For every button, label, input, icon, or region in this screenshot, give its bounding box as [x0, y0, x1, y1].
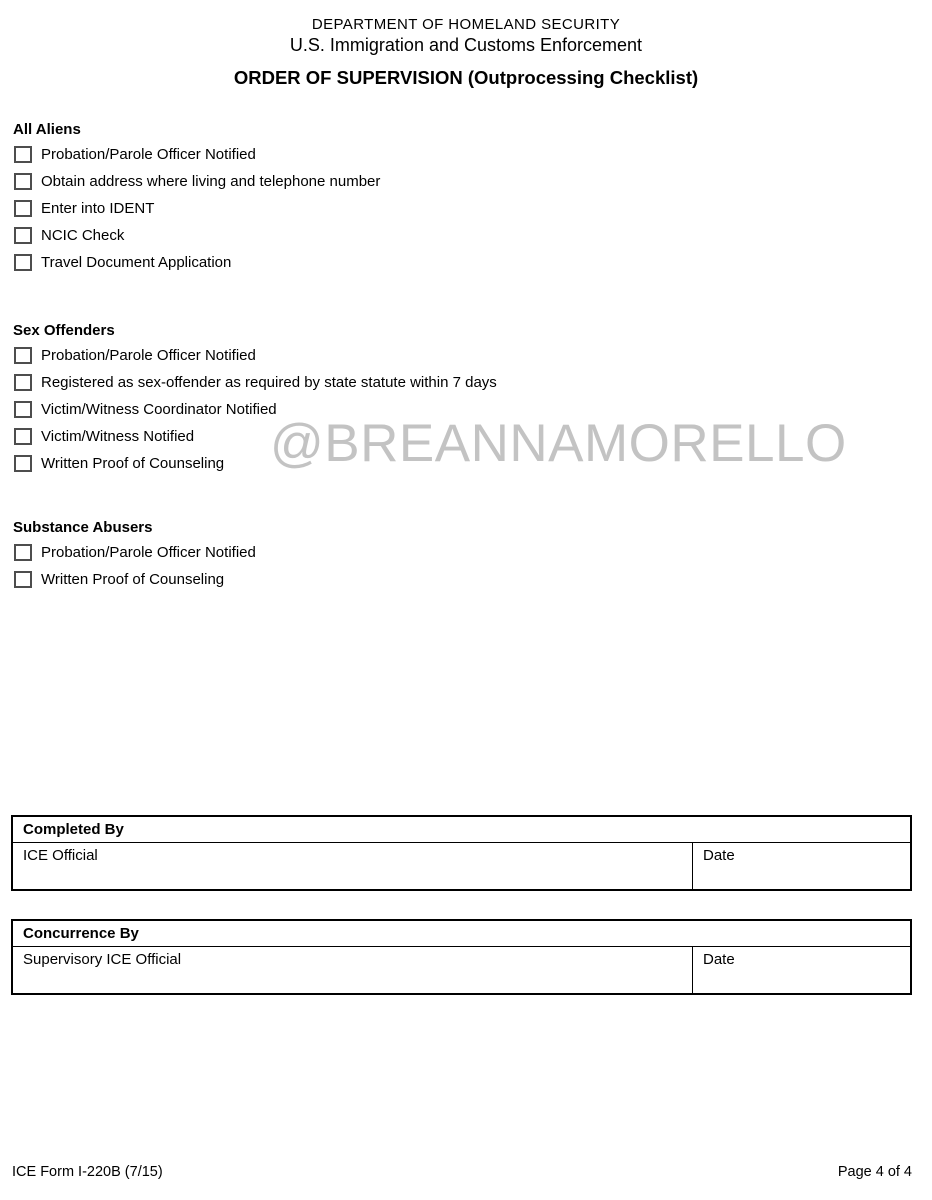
concurrence-date-label: Date — [703, 951, 735, 968]
checklist-item — [13, 168, 380, 195]
section-heading-substance-abusers: Substance Abusers — [13, 519, 153, 536]
checklist-item-label: Victim/Witness Notified — [41, 428, 195, 445]
completed-by-title: Completed By — [23, 821, 124, 838]
checklist-item-label: Travel Document Application — [41, 254, 232, 271]
completed-by-table — [11, 815, 912, 891]
checkbox-registered-sex-offender[interactable] — [14, 374, 32, 391]
checklist-item — [13, 369, 497, 396]
completed-date-label: Date — [703, 847, 735, 864]
concurrence-by-body-row — [13, 947, 910, 993]
page-number: Page 4 of 4 — [837, 1164, 912, 1180]
checkbox-travel-document[interactable] — [14, 254, 32, 271]
checklist-item — [13, 396, 497, 423]
form-number: ICE Form I-220B (7/15) — [12, 1164, 163, 1180]
checkbox-probation-parole-notified[interactable] — [14, 146, 32, 163]
checkbox-enter-ident[interactable] — [14, 200, 32, 217]
checklist-item-label: Probation/Parole Officer Notified — [41, 544, 256, 561]
checklist-item — [13, 141, 380, 168]
completed-by-body-row — [13, 843, 910, 889]
ice-official-cell — [13, 843, 693, 889]
form-title: ORDER OF SUPERVISION (Outprocessing Checklist) — [233, 67, 699, 88]
section-heading-all-aliens: All Aliens — [13, 121, 81, 138]
supervisory-ice-official-label: Supervisory ICE Official — [23, 951, 182, 968]
checklist-item — [13, 195, 380, 222]
concurrence-by-table — [11, 919, 912, 995]
checklist-item-label: Probation/Parole Officer Notified — [41, 146, 256, 163]
checklist-item — [13, 342, 497, 369]
checkbox-so-written-proof-counseling[interactable] — [14, 455, 32, 472]
checklist-item-label: Victim/Witness Coordinator Notified — [41, 401, 277, 418]
checklist-item-label: Registered as sex-offender as required by state statute within 7 days — [41, 374, 497, 391]
checkbox-sa-written-proof-counseling[interactable] — [14, 571, 32, 588]
document-header — [0, 15, 932, 89]
checkbox-ncic-check[interactable] — [14, 227, 32, 244]
checklist-item — [13, 423, 497, 450]
checkbox-sa-probation-parole-notified[interactable] — [14, 544, 32, 561]
document-footer — [12, 1164, 912, 1180]
checkbox-so-probation-parole-notified[interactable] — [14, 347, 32, 364]
section-substance-abusers — [13, 518, 256, 593]
completed-by-header-row — [13, 817, 910, 843]
checklist-item — [13, 539, 256, 566]
checklist-item-label: Obtain address where living and telephone number — [41, 173, 381, 190]
checklist-item-label: Probation/Parole Officer Notified — [41, 347, 256, 364]
ice-official-label: ICE Official — [23, 847, 98, 864]
checkbox-victim-witness-coordinator[interactable] — [14, 401, 32, 418]
checklist-item — [13, 249, 380, 276]
checklist-item — [13, 450, 497, 477]
checkbox-obtain-address[interactable] — [14, 173, 32, 190]
department-name: DEPARTMENT OF HOMELAND SECURITY — [311, 16, 621, 33]
checklist-item — [13, 566, 256, 593]
watermark-text: @BREANNAMORELLO — [270, 414, 847, 473]
section-sex-offenders — [13, 321, 497, 477]
checklist-item-label: NCIC Check — [41, 227, 125, 244]
supervisory-ice-official-cell — [13, 947, 693, 993]
completed-date-cell — [693, 843, 910, 889]
concurrence-date-cell — [693, 947, 910, 993]
concurrence-by-title: Concurrence By — [23, 925, 139, 942]
section-all-aliens — [13, 120, 380, 276]
checklist-item-label: Written Proof of Counseling — [41, 571, 225, 588]
checklist-item — [13, 222, 380, 249]
section-heading-sex-offenders: Sex Offenders — [13, 322, 115, 339]
agency-name: U.S. Immigration and Customs Enforcement — [289, 35, 643, 55]
checklist-item-label: Written Proof of Counseling — [41, 455, 225, 472]
concurrence-by-header-row — [13, 921, 910, 947]
checkbox-victim-witness-notified[interactable] — [14, 428, 32, 445]
checklist-item-label: Enter into IDENT — [41, 200, 155, 217]
